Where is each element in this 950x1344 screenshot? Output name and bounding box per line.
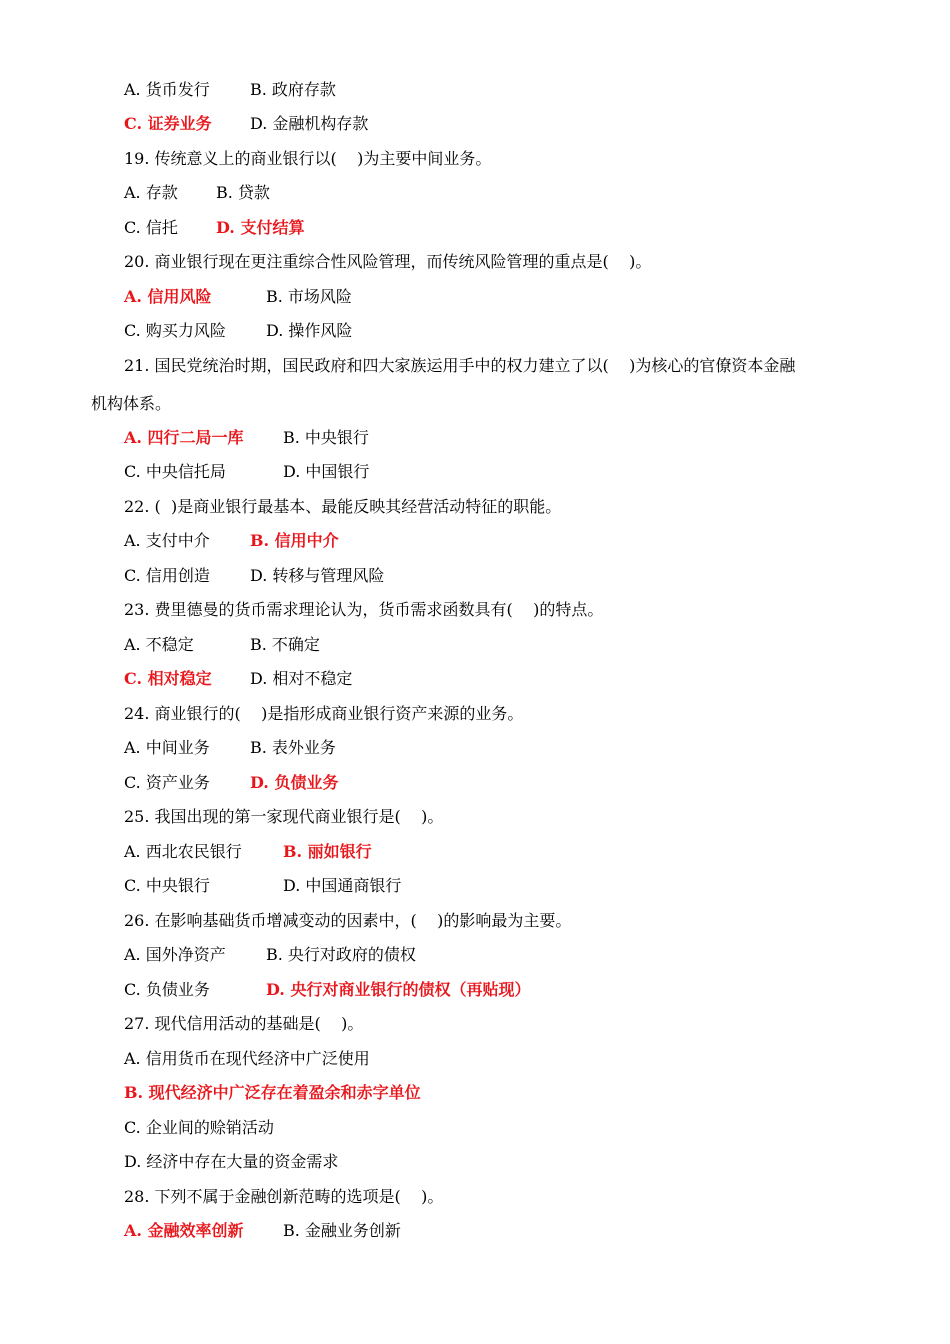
answer-option: D. 中国通商银行 [283,876,402,895]
answer-option-correct: B. 信用中介 [250,531,339,550]
answer-option: D. 金融机构存款 [250,114,369,133]
answer-option: C. 购买力风险 [124,321,226,340]
answer-option: D. 转移与管理风险 [250,566,385,585]
answer-option: A. 信用货币在现代经济中广泛使用 [124,1049,370,1068]
answer-option: B. 市场风险 [266,287,352,306]
question-text: 21. 国民党统治时期，国民政府和四大家族运用手中的权力建立了以( )为核心的官僚资本金融 [124,356,796,375]
answer-option: A. 存款 [124,183,178,202]
answer-option: B. 表外业务 [250,738,336,757]
answer-option-correct: B. 现代经济中广泛存在着盈余和赤字单位 [124,1083,421,1102]
question-text: 28. 下列不属于金融创新范畴的选项是( )。 [124,1187,444,1206]
question-text: 19. 传统意义上的商业银行以( )为主要中间业务。 [124,149,492,168]
answer-option: D. 经济中存在大量的资金需求 [124,1152,339,1171]
answer-option: D. 相对不稳定 [250,669,353,688]
answer-option: C. 企业间的赊销活动 [124,1118,274,1137]
question-text: 20. 商业银行现在更注重综合性风险管理，而传统风险管理的重点是( )。 [124,252,652,271]
answer-option: C. 信托 [124,218,178,237]
question-text: 24. 商业银行的( )是指形成商业银行资产来源的业务。 [124,704,524,723]
answer-option-correct: B. 丽如银行 [283,842,372,861]
answer-option: C. 中央银行 [124,876,210,895]
question-text: 22. ( )是商业银行最基本、最能反映其经营活动特征的职能。 [124,497,562,516]
answer-option: A. 中间业务 [124,738,210,757]
question-text: 27. 现代信用活动的基础是( )。 [124,1014,364,1033]
answer-option-correct: C. 证券业务 [124,114,212,133]
answer-option-correct: C. 相对稳定 [124,669,212,688]
answer-option: A. 不稳定 [124,635,194,654]
answer-option: A. 货币发行 [124,80,210,99]
answer-option: C. 资产业务 [124,773,210,792]
answer-option: B. 不确定 [250,635,320,654]
answer-option: A. 支付中介 [124,531,210,550]
answer-option: D. 操作风险 [266,321,353,340]
answer-option: C. 信用创造 [124,566,210,585]
answer-option-correct: D. 支付结算 [216,218,305,237]
answer-option: B. 央行对政府的债权 [266,945,416,964]
answer-option-correct: D. 负债业务 [250,773,339,792]
answer-option: B. 中央银行 [283,428,369,447]
answer-option-correct: A. 四行二局一库 [124,428,244,447]
answer-option-correct: D. 央行对商业银行的债权（再贴现） [266,980,531,999]
answer-option: B. 政府存款 [250,80,336,99]
answer-option: C. 负债业务 [124,980,210,999]
answer-option: D. 中国银行 [283,462,370,481]
answer-option: B. 贷款 [216,183,270,202]
answer-option: C. 中央信托局 [124,462,226,481]
answer-option-correct: A. 信用风险 [124,287,212,306]
answer-option-correct: A. 金融效率创新 [124,1221,244,1240]
question-text-continued: 机构体系。 [91,394,172,413]
answer-option: B. 金融业务创新 [283,1221,401,1240]
question-text: 25. 我国出现的第一家现代商业银行是( )。 [124,807,444,826]
question-text: 23. 费里德曼的货币需求理论认为，货币需求函数具有( )的特点。 [124,600,604,619]
answer-option: A. 国外净资产 [124,945,226,964]
question-text: 26. 在影响基础货币增减变动的因素中，( )的影响最为主要。 [124,911,572,930]
answer-option: A. 西北农民银行 [124,842,242,861]
